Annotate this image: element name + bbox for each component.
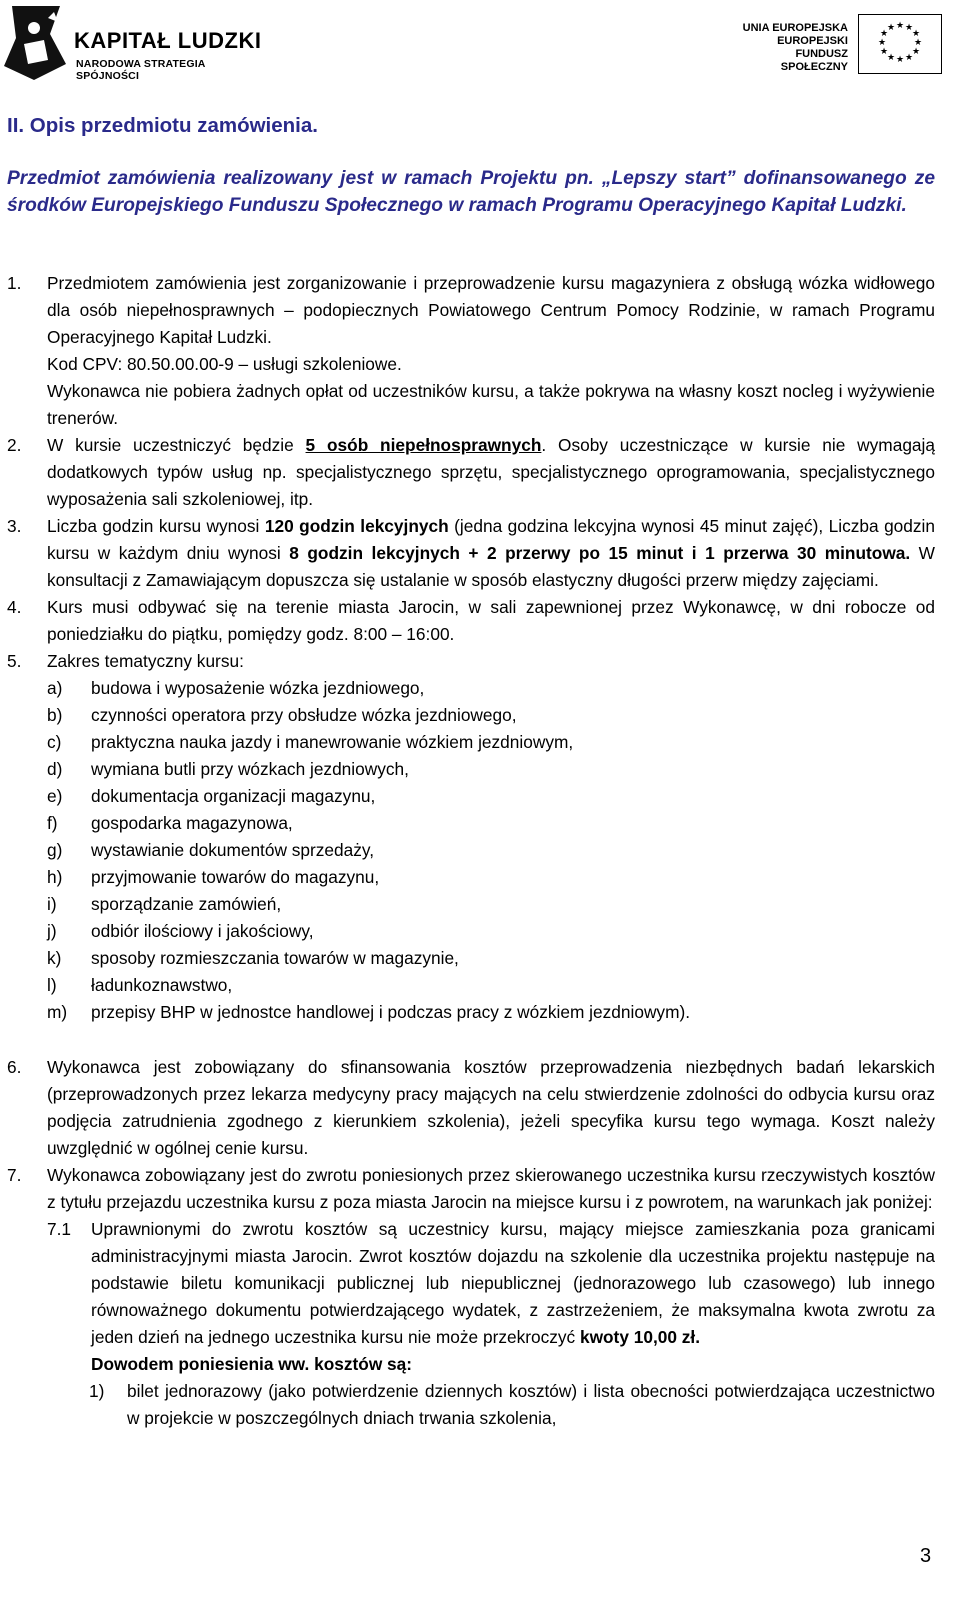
svg-text:★: ★	[911, 29, 921, 39]
page-header	[0, 0, 960, 90]
item-7-text: Wykonawca zobowiązany jest do zwrotu poniesionych przez skierowanego uczestnika kursu rzeczywistych kosztów z tytułu przejazdu uczestnika kursu z poza miasta Jarocin na miejsce kursu i z powrotem, na warunkach jak poniżej:	[47, 1165, 935, 1212]
topic-item	[7, 864, 935, 891]
topic-text: praktyczna nauka jazdy i manewrowanie wózkiem jezdniowym,	[91, 732, 574, 752]
svg-text:★: ★	[904, 23, 914, 33]
participants-count: 5 osób niepełnosprawnych	[305, 435, 542, 455]
topic-item	[7, 756, 935, 783]
topic-letter: l)	[47, 975, 57, 995]
topic-letter: a)	[47, 678, 63, 698]
sub-item-7-1	[7, 1216, 935, 1378]
topic-text: dokumentacja organizacji magazynu,	[91, 786, 376, 806]
topic-text: wystawianie dokumentów sprzedaży,	[91, 840, 375, 860]
topic-text: przyjmowanie towarów do magazynu,	[91, 867, 380, 887]
item-2-text: W kursie uczestniczyć będzie	[47, 435, 306, 455]
proof-number: 1)	[89, 1381, 105, 1401]
svg-text:★: ★	[886, 23, 896, 33]
topic-letter: j)	[47, 921, 57, 941]
topic-letter: b)	[47, 705, 63, 725]
section-heading: II. Opis przedmiotu zamówienia.	[7, 114, 318, 137]
svg-text:★: ★	[913, 38, 923, 48]
list-item-1	[7, 270, 935, 432]
topic-letter: d)	[47, 759, 63, 779]
topic-item	[7, 891, 935, 918]
list-item-6	[7, 1054, 935, 1162]
kapital-ludzki-emblem-icon	[4, 4, 66, 82]
max-amount: kwoty 10,00 zł.	[579, 1327, 701, 1347]
eu-line-1: UNIA EUROPEJSKA	[742, 22, 848, 34]
proof-item-1	[7, 1378, 935, 1432]
item-3-text-end: W konsultacji z Zamawiającym dopuszcza się ustalanie w sposób elastyczny długości przerw między zajęciami.	[47, 543, 935, 590]
item-3-text-cont: (jedna godzina lekcyjna wynosi 45 minut zajęć), Liczba godzin kursu w każdym dniu wynosi	[47, 516, 935, 563]
eu-line-2: EUROPEJSKI	[777, 35, 848, 47]
item-number: 2.	[7, 435, 22, 455]
topic-text: przepisy BHP w jednostce handlowej i podczas pracy z wózkiem jezdniowym).	[91, 1002, 691, 1022]
svg-text:★: ★	[895, 55, 905, 65]
topic-item	[7, 945, 935, 972]
cpv-code: Kod CPV: 80.50.00.00-9 – usługi szkoleniowe.	[47, 354, 402, 374]
topic-letter: g)	[47, 840, 63, 860]
list-item-4	[7, 594, 935, 648]
topic-item	[7, 783, 935, 810]
topic-text: odbiór ilościowy i jakościowy,	[91, 921, 314, 941]
eu-logo	[740, 14, 950, 76]
spacer	[7, 1026, 935, 1054]
topic-item	[7, 999, 935, 1026]
intro-paragraph: Przedmiot zamówienia realizowany jest w ramach Projektu pn. „Lepszy start” dofinansowanego ze środków Europejskiego Funduszu Społecznego w ramach Programu Operacyjnego Kapitał Ludzki.	[7, 168, 935, 216]
document-body	[7, 270, 935, 1432]
topic-letter: m)	[47, 1002, 68, 1022]
topic-text: czynności operatora przy obsłudze wózka jezdniowego,	[91, 705, 517, 725]
topic-text: sposoby rozmieszczania towarów w magazynie,	[91, 948, 459, 968]
item-number: 6.	[7, 1057, 22, 1077]
item-5-text: Zakres tematyczny kursu:	[47, 651, 244, 671]
topics-list	[7, 675, 935, 1026]
item-2-text-cont: . Osoby uczestniczące w kursie nie wymagają dodatkowych typów usług np. specjalistycznego sprzętu, specjalistycznego oprogramowania, specjalistycznego wyposażenia sali szkoleniowej, itp.	[47, 435, 935, 509]
list-item-5	[7, 648, 935, 675]
topic-letter: h)	[47, 867, 63, 887]
topic-letter: i)	[47, 894, 57, 914]
kapital-ludzki-logo	[4, 4, 264, 84]
hours-total: 120 godzin lekcyjnych	[264, 516, 449, 536]
topic-item	[7, 972, 935, 999]
svg-text:★: ★	[886, 53, 896, 63]
svg-text:★: ★	[895, 21, 905, 31]
svg-text:★: ★	[879, 29, 889, 39]
svg-text:★: ★	[879, 47, 889, 57]
topic-letter: f)	[47, 813, 58, 833]
sub-item-number: 7.1	[47, 1219, 72, 1239]
item-1-text: Przedmiotem zamówienia jest zorganizowanie i przeprowadzenie kursu magazyniera z obsługą wózka widłowego dla osób niepełnosprawnych – podopiecznych Powiatowego Centrum Pomocy Rodzinie, w ramach Programu Operacyjnego Kapitał Ludzki.	[47, 273, 935, 347]
topic-item	[7, 810, 935, 837]
proof-heading: Dowodem poniesienia ww. kosztów są:	[91, 1354, 413, 1374]
topic-text: sporządzanie zamówień,	[91, 894, 282, 914]
eu-flag-icon	[858, 14, 942, 74]
topic-item	[7, 702, 935, 729]
topic-item	[7, 729, 935, 756]
topic-item	[7, 675, 935, 702]
item-3-text: Liczba godzin kursu wynosi	[47, 516, 265, 536]
eu-logo-text	[740, 22, 848, 74]
daily-schedule: 8 godzin lekcyjnych + 2 przerwy po 15 minut i 1 przerwa 30 minutowa.	[289, 543, 911, 563]
item-number: 1.	[7, 273, 22, 293]
item-number: 5.	[7, 651, 22, 671]
proof-item-1-text: bilet jednorazowy (jako potwierdzenie dziennych kosztów) i lista obecności potwierdzająca uczestnictwo w projekcie w poszczególnych dniach trwania szkolenia,	[127, 1381, 935, 1428]
item-6-text: Wykonawca jest zobowiązany do sfinansowania kosztów przeprowadzenia niezbędnych badań lekarskich (przeprowadzonych przez lekarza medycyny pracy mających na celu stwierdzenie zdolności do odbycia kursu oraz podjęcia zatrudnienia zgodnego z kierunkiem szkolenia), jeżeli specyfika kursu tego wymaga. Koszt należy uwzględnić w ogólnej cenie kursu.	[47, 1057, 935, 1158]
topic-letter: k)	[47, 948, 62, 968]
topic-text: wymiana butli przy wózkach jezdniowych,	[91, 759, 409, 779]
svg-text:★: ★	[904, 53, 914, 63]
item-number: 4.	[7, 597, 22, 617]
logo-subtitle: NARODOWA STRATEGIA SPÓJNOŚCI	[76, 58, 206, 82]
topic-item	[7, 918, 935, 945]
list-item-7	[7, 1162, 935, 1216]
topic-text: budowa i wyposażenie wózka jezdniowego,	[91, 678, 425, 698]
item-number: 7.	[7, 1165, 22, 1185]
topic-letter: e)	[47, 786, 63, 806]
list-item-3	[7, 513, 935, 594]
item-4-text: Kurs musi odbywać się na terenie miasta Jarocin, w sali zapewnionej przez Wykonawcę, w dni robocze od poniedziałku do piątku, pomiędzy godz. 8:00 – 16:00.	[47, 597, 935, 644]
page-number: 3	[920, 1545, 932, 1567]
svg-text:★: ★	[877, 38, 887, 48]
topic-text: gospodarka magazynowa,	[91, 813, 293, 833]
topic-letter: c)	[47, 732, 62, 752]
logo-title: KAPITAŁ LUDZKI	[74, 28, 262, 53]
topic-text: ładunkoznawstwo,	[91, 975, 233, 995]
svg-text:★: ★	[911, 47, 921, 57]
sub-item-7-1-text: Uprawnionymi do zwrotu kosztów są uczestnicy kursu, mający miejsce zamieszkania poza granicami administracyjnymi miasta Jarocin. Zwrot kosztów dojazdu na szkolenie dla uczestnika projektu następuje na podstawie biletu komunikacji publicznej lub niepublicznej (jednorazowego lub czasowego) lub innego równoważnego dokumentu potwierdzającego wydatek, z zastrzeżeniem, że maksymalna kwota zwrotu za jeden dzień na jednego uczestnika kursu nie może przekroczyć	[91, 1219, 935, 1347]
fees-note: Wykonawca nie pobiera żadnych opłat od uczestników kursu, a także pokrywa na własny koszt nocleg i wyżywienie trenerów.	[47, 381, 935, 428]
topic-item	[7, 837, 935, 864]
item-number: 3.	[7, 516, 22, 536]
eu-line-3: FUNDUSZ SPOŁECZNY	[780, 48, 848, 73]
list-item-2	[7, 432, 935, 513]
